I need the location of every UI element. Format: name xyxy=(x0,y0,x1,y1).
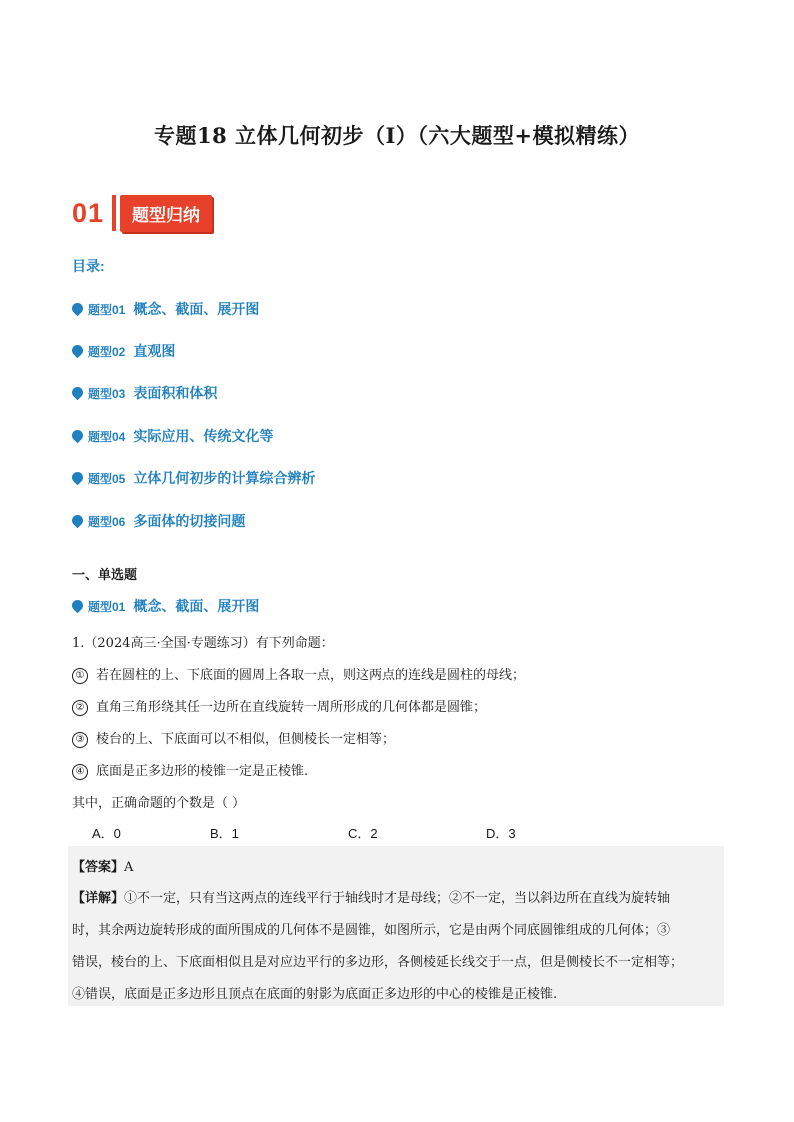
proposition-3 xyxy=(72,728,395,748)
location-pin-icon xyxy=(70,427,86,443)
location-pin-icon xyxy=(70,512,86,528)
toc-item-code: 题型01 xyxy=(88,302,126,317)
option-a[interactable]: A．0 xyxy=(92,826,121,841)
toc-item-code: 题型03 xyxy=(88,386,126,401)
circled-number: ④ xyxy=(72,764,88,780)
toc-item-text: 多面体的切接问题 xyxy=(133,513,246,529)
location-pin-icon xyxy=(70,300,86,316)
answer-tag: 【答案】 xyxy=(72,860,125,875)
toc-item-03[interactable] xyxy=(72,383,217,403)
toc-item-text: 表面积和体积 xyxy=(133,385,218,401)
detail-tag: 【详解】 xyxy=(72,891,125,906)
toc-item-text: 概念、截面、展开图 xyxy=(133,301,260,317)
answer-line xyxy=(72,856,133,875)
toc-item-04[interactable] xyxy=(72,426,273,446)
section-divider xyxy=(112,195,116,231)
option-c[interactable]: C．2 xyxy=(348,826,378,841)
toc-item-code: 题型02 xyxy=(88,344,126,359)
toc-item-text: 立体几何初步的计算综合辨析 xyxy=(133,470,316,486)
location-pin-icon xyxy=(70,384,86,400)
detail-line-2: 时，其余两边旋转形成的面所围成的几何体不是圆锥，如图所示，它是由两个同底圆锥组成的几何体；③ xyxy=(72,923,671,938)
option-d[interactable]: D．3 xyxy=(486,826,516,841)
answer-value: A xyxy=(124,860,134,875)
proposition-4 xyxy=(72,760,308,780)
detail-line-3: 错误，棱台的上、下底面相似且是对应边平行的多边形，各侧棱延长线交于一点，但是侧棱长不一定相等； xyxy=(72,955,684,970)
proposition-1 xyxy=(72,664,525,684)
section-header xyxy=(72,194,212,232)
toc-item-code: 题型05 xyxy=(88,471,126,486)
toc-item-01[interactable] xyxy=(72,299,259,319)
proposition-text: 棱台的上、下底面可以不相似，但侧棱长一定相等； xyxy=(96,732,396,747)
detail-text: ①不一定，只有当这两点的连线平行于轴线时才是母线；②不一定，当以斜边所在直线为旋转轴 xyxy=(124,891,671,906)
location-pin-icon xyxy=(70,597,86,613)
proposition-2 xyxy=(72,696,486,716)
circled-number: ② xyxy=(72,700,88,716)
circled-number: ① xyxy=(72,668,88,684)
proposition-text: 直角三角形绕其任一边所在直线旋转一周所形成的几何体都是圆锥； xyxy=(96,700,487,715)
toc-title: 目录: xyxy=(72,258,105,274)
question-type-code: 题型01 xyxy=(88,599,126,614)
option-b[interactable]: B．1 xyxy=(210,826,239,841)
proposition-text: 若在圆柱的上、下底面的圆周上各取一点，则这两点的连线是圆柱的母线； xyxy=(96,668,526,683)
toc-item-text: 直观图 xyxy=(133,343,176,359)
page-title: 专题18 立体几何初步（Ⅰ）（六大题型+模拟精练） xyxy=(154,123,640,148)
question-section-heading: 一、单选题 xyxy=(72,567,138,582)
toc-item-code: 题型06 xyxy=(88,514,126,529)
circled-number: ③ xyxy=(72,732,88,748)
detail-line-4: ④错误，底面是正多边形且顶点在底面的射影为底面正多边形的中心的棱锥是正棱锥. xyxy=(72,987,558,1002)
toc-item-05[interactable] xyxy=(72,468,315,488)
toc-item-code: 题型04 xyxy=(88,429,126,444)
toc-item-06[interactable] xyxy=(72,511,245,531)
question-type-text: 概念、截面、展开图 xyxy=(133,598,260,614)
detail-line-1 xyxy=(72,887,670,906)
section-label: 题型归纳 xyxy=(120,195,212,232)
toc-item-02[interactable] xyxy=(72,341,175,361)
proposition-text: 底面是正多边形的棱锥一定是正棱锥. xyxy=(96,764,309,779)
question-prompt: 其中，正确命题的个数是（ ） xyxy=(72,796,246,811)
question-stem: 1.（2024高三·全国·专题练习）有下列命题： xyxy=(72,636,334,651)
current-question-type xyxy=(72,596,259,616)
location-pin-icon xyxy=(70,342,86,358)
toc-item-text: 实际应用、传统文化等 xyxy=(133,428,274,444)
section-number: 01 xyxy=(72,197,105,228)
location-pin-icon xyxy=(70,469,86,485)
